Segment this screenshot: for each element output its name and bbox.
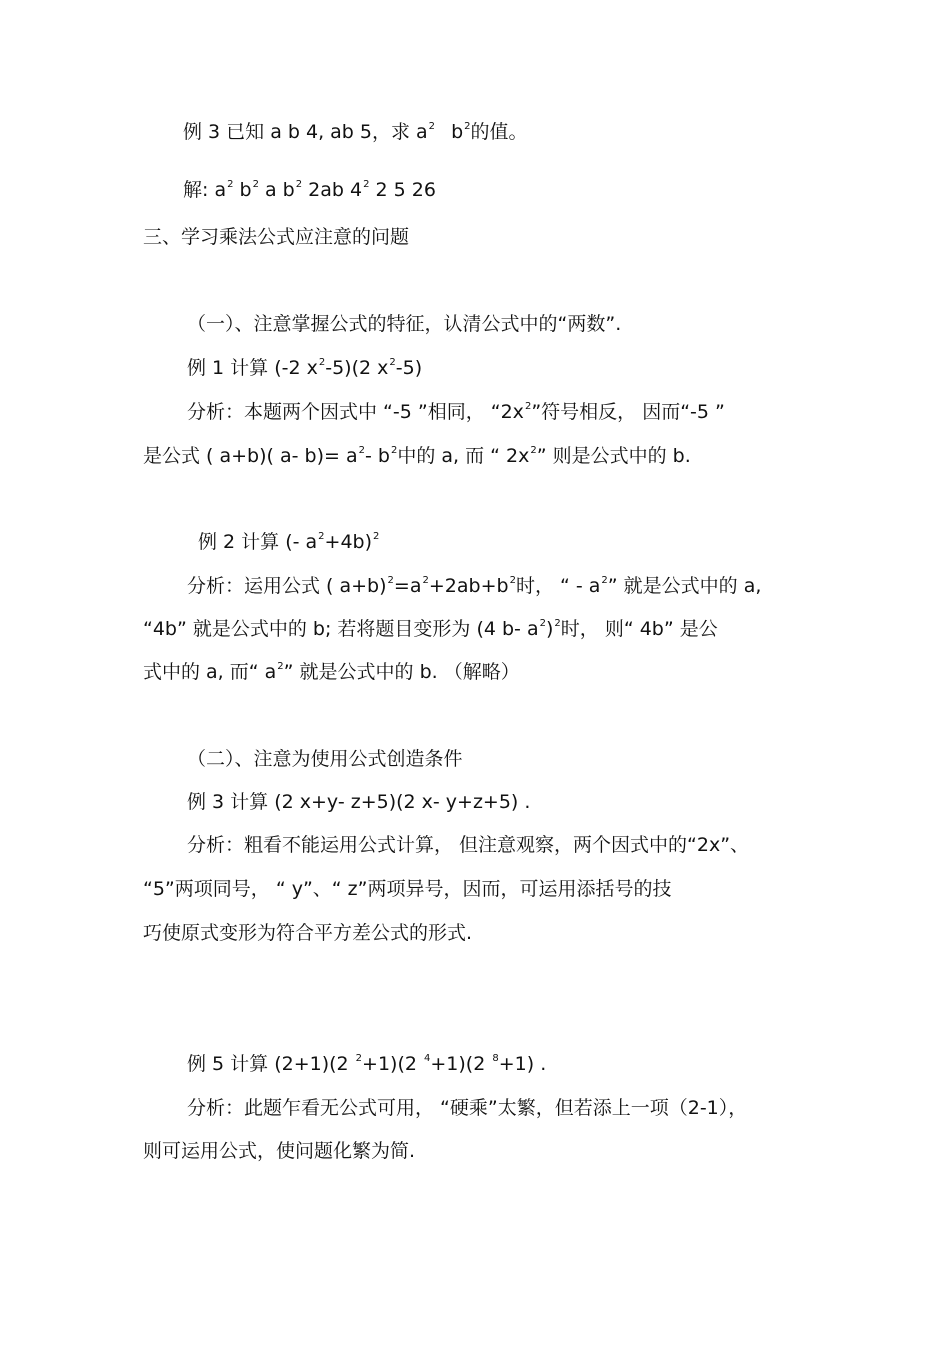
- text: a b: [258, 179, 295, 201]
- superscript: 2: [318, 357, 326, 368]
- analysis-2-line-1: [187, 574, 761, 602]
- superscript: 2: [601, 575, 608, 586]
- example-5-line: [187, 1052, 546, 1080]
- subsection-heading-1: （一）、注意掌握公式的特征，认清公式中的“两数”.: [187, 313, 622, 335]
- analysis-5-line-2: 则可运用公式，使问题化繁为简.: [143, 1140, 416, 1162]
- text: ” 则是公式中的 b.: [536, 445, 691, 467]
- text: 中的 a, 而 “ 2x: [397, 445, 530, 467]
- text: 2 5 26: [369, 179, 436, 201]
- text: 分析：本题两个因式中 “-5 ”相同， “2x: [187, 401, 524, 423]
- analysis-3-line-1: 分析：粗看不能运用公式计算， 但注意观察，两个因式中的“2x”、: [187, 834, 750, 856]
- text: ): [545, 618, 554, 640]
- solution-line: [183, 178, 436, 206]
- text: +2ab+b: [428, 575, 509, 597]
- text: ”符号相反， 因而“-5 ”: [531, 401, 725, 423]
- superscript: 2: [387, 575, 394, 586]
- superscript: 2: [295, 179, 303, 190]
- text: +1)(2: [430, 1053, 492, 1075]
- analysis-5-line-1: 分析：此题乍看无公式可用， “硬乘”太繁，但若添上一项（2-1），: [187, 1097, 748, 1119]
- text: 时， 则“ 4b” 是公: [560, 618, 718, 640]
- superscript: 2: [539, 618, 546, 629]
- text: 是公式 ( a+b)( a- b)= a: [143, 445, 358, 467]
- example-3-line: [183, 120, 528, 148]
- analysis-2-line-3: [143, 660, 520, 688]
- text: 例 5 计算 (2+1)(2: [187, 1053, 355, 1075]
- text: - b: [364, 445, 390, 467]
- analysis-1-line-2: [143, 444, 691, 472]
- superscript: 2: [464, 121, 471, 132]
- analysis-3-line-3: 巧使原式变形为符合平方差公式的形式.: [143, 922, 473, 944]
- text: b: [445, 121, 464, 143]
- superscript: 2: [227, 179, 234, 190]
- analysis-2-line-2: [143, 617, 718, 645]
- text: -5): [395, 357, 423, 379]
- text: ” 就是公式中的 a,: [607, 575, 762, 597]
- text: 分析：运用公式 ( a+b): [187, 575, 387, 597]
- superscript: 2: [373, 531, 380, 542]
- superscript: 8: [492, 1053, 499, 1064]
- superscript: 2: [363, 179, 370, 190]
- superscript: 2: [428, 121, 436, 132]
- example-3b-line: 例 3 计算 (2 x+y- z+5)(2 x- y+z+5) .: [187, 791, 531, 813]
- superscript: 2: [252, 179, 259, 190]
- text: 例 2 计算 (- a: [198, 531, 318, 553]
- text: 例 3 已知 a b 4, ab 5，求 a: [183, 121, 428, 143]
- text: 例 1 计算 (-2 x: [187, 357, 318, 379]
- text: =a: [393, 575, 422, 597]
- superscript: 2: [524, 401, 532, 412]
- text: 时， “ - a: [515, 575, 601, 597]
- superscript: 2: [318, 531, 325, 542]
- text: ” 就是公式中的 b. （解略）: [283, 661, 520, 683]
- superscript: 2: [277, 661, 284, 672]
- analysis-1-line-1: [187, 400, 725, 428]
- superscript: 2: [530, 445, 537, 456]
- subsection-heading-2: （二）、注意为使用公式创造条件: [187, 748, 463, 770]
- text: 的值。: [470, 121, 528, 143]
- example-2-line: [198, 530, 379, 558]
- text: 解: a: [183, 179, 227, 201]
- text: -5)(2 x: [325, 357, 389, 379]
- text: +1) .: [498, 1053, 547, 1075]
- text: b: [233, 179, 252, 201]
- text: 式中的 a, 而“ a: [143, 661, 277, 683]
- superscript: 2: [509, 575, 516, 586]
- example-1-line: [187, 356, 422, 384]
- superscript: 2: [355, 1053, 363, 1064]
- superscript: 2: [422, 575, 429, 586]
- superscript: 2: [554, 618, 561, 629]
- superscript: 2: [389, 357, 396, 368]
- text: +4b): [324, 531, 373, 553]
- text: “4b” 就是公式中的 b; 若将题目变形为 (4 b- a: [143, 618, 539, 640]
- text: 2ab 4: [302, 179, 363, 201]
- superscript: 2: [390, 445, 398, 456]
- superscript: 2: [358, 445, 365, 456]
- analysis-3-line-2: “5”两项同号， “ y”、“ z”两项异号，因而，可运用添括号的技: [143, 878, 672, 900]
- superscript: 4: [424, 1053, 431, 1064]
- text: +1)(2: [362, 1053, 424, 1075]
- section-heading: 三、学习乘法公式应注意的问题: [143, 226, 410, 248]
